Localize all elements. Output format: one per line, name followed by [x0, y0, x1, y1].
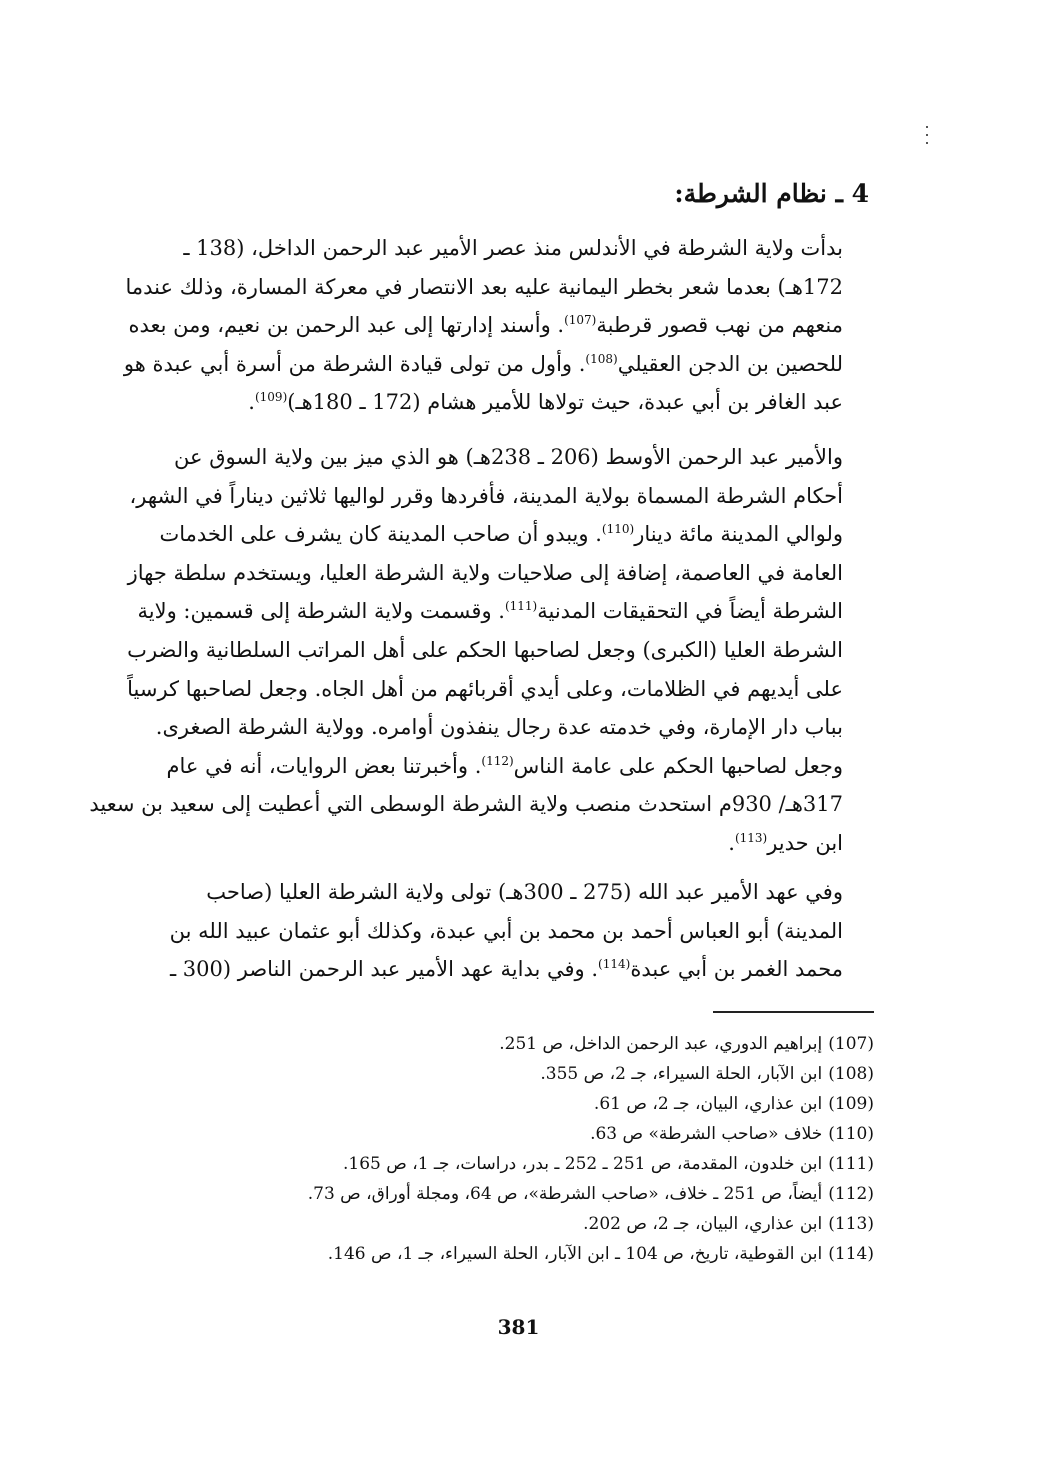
text-segment: . [728, 830, 735, 855]
page-number: 381 [497, 1315, 540, 1339]
footnote-ref[interactable]: (113) [734, 830, 768, 845]
footnote-number: (109) [828, 1094, 874, 1114]
section-heading: 4 ـ نظام الشرطة: [674, 179, 869, 208]
text-line [160, 824, 873, 863]
footnote-number: (112) [828, 1184, 874, 1204]
text-line [160, 747, 873, 786]
text-line: بدأت ولاية الشرطة في الأندلس منذ عصر الأمير عبد الرحمن الداخل، (138 ـ [183, 236, 843, 260]
footnote-item [174, 1089, 874, 1119]
paragraph-2 [89, 438, 873, 863]
text-line [160, 383, 873, 422]
footnote-number: (113) [828, 1214, 874, 1234]
text-segment: ابن حدير [767, 830, 843, 855]
margin-dot [926, 142, 928, 144]
text-segment: للحصين بن الدجن العقيلي [617, 351, 843, 376]
footnote-ref[interactable]: (109) [254, 390, 288, 405]
footnote-ref[interactable]: (107) [564, 313, 597, 328]
text-segment: . ويبدو أن صاحب المدينة كان يشرف على الخدمات [159, 522, 602, 547]
footnote-number: (107) [828, 1034, 874, 1054]
footnote-text: ابن خلدون، المقدمة، ص 251 ـ 252 ـ بدر، دراسات، جـ 1، ص 165. [342, 1154, 823, 1174]
footnote-item [174, 1119, 874, 1149]
text-segment: . وأول من تولى قيادة الشرطة من أسرة أبي عبدة هو [123, 351, 586, 376]
text-line: على أيديهم في الظلامات، وعلى أيدي أقربائهم من أهل الجاه. وجعل لصاحبها كرسياً [127, 676, 843, 701]
text-line: 172هـ) بعدما شعر بخطر اليمانية عليه بعد الانتصار في معركة المسارة، وذلك عندما [125, 274, 843, 299]
footnote-item [174, 1029, 874, 1059]
footnote-ref[interactable]: (110) [601, 522, 635, 537]
footnote-text: ابن عذاري، البيان، جـ 2، ص 202. [583, 1214, 823, 1234]
text-segment: . وقسمت ولاية الشرطة إلى قسمين: ولاية [137, 599, 505, 624]
text-line: أحكام الشرطة المسماة بولاية المدينة، فأفردها وقرر لواليها ثلاثين ديناراً في الشهر، [129, 483, 843, 508]
footnote-item [174, 1149, 874, 1179]
footnote-number: (114) [828, 1244, 874, 1264]
footnote-number: (111) [828, 1154, 874, 1174]
text-segment: وجعل لصاحبها الحكم على عامة الناس [513, 753, 843, 778]
text-line [128, 306, 873, 345]
footnote-item [174, 1239, 874, 1269]
footnote-ref[interactable]: (114) [598, 957, 631, 972]
margin-marks [922, 120, 936, 150]
footnote-separator [713, 1011, 874, 1013]
text-segment: . [248, 390, 255, 415]
footnote-text: أيضاً، ص 251 ـ خلاف، «صاحب الشرطة»، ص 64، ومجلة أوراق، ص 73. [307, 1184, 823, 1204]
text-segment: ولوالي المدينة مائة دينار [634, 522, 843, 547]
text-line: الشرطة العليا (الكبرى) وجعل لصاحبها الحكم على أهل المراتب السلطانية والضرب [127, 637, 843, 662]
footnotes-list [174, 1029, 874, 1269]
footnote-ref[interactable]: (112) [481, 753, 514, 768]
footnote-item [174, 1209, 874, 1239]
footnote-item [174, 1179, 874, 1209]
text-line: العامة في العاصمة، إضافة إلى صلاحيات ولاية الشرطة العليا، ويستخدم سلطة جهاز [127, 560, 843, 585]
margin-dot [926, 126, 928, 128]
text-line [137, 592, 873, 631]
text-segment: محمد الغمر بن أبي عبدة [630, 957, 843, 982]
text-line: المدينة) أبو العباس أحمد بن محمد بن أبي عبدة، وكذلك أبو عثمان عبيد الله بن [169, 918, 843, 943]
footnote-text: ابن عذاري، البيان، جـ 2، ص 61. [593, 1094, 823, 1114]
margin-dot [926, 134, 928, 136]
footnote-item [174, 1059, 874, 1089]
text-segment: . وفي بداية عهد الأمير عبد الرحمن الناصر (300 ـ [169, 957, 599, 982]
footnote-text: ابن الآبار، الحلة السيراء، جـ 2، ص 355. [540, 1064, 823, 1084]
footnote-ref[interactable]: (108) [585, 351, 618, 366]
text-segment: . وأسند إدارتها إلى عبد الرحمن بن نعيم، ومن بعده [128, 313, 565, 338]
paragraph-1 [123, 229, 873, 422]
text-line: 317هـ/ 930م استحدث منصب ولاية الشرطة الوسطى التي أعطيت إلى سعيد بن سعيد [89, 792, 843, 817]
text-line [123, 345, 873, 384]
footnote-text: إبراهيم الدوري، عبد الرحمن الداخل، ص 251. [499, 1034, 823, 1054]
text-segment: عبد الغافر بن أبي عبدة، حيث تولاها للأمير هشام (172 ـ 180هـ) [287, 390, 843, 415]
footnote-ref[interactable]: (111) [504, 599, 538, 614]
text-segment: الشرطة أيضاً في التحقيقات المدنية [537, 599, 843, 624]
text-segment: منعهم من نهب قصور قرطبة [596, 313, 843, 338]
text-line: وفي عهد الأمير عبد الله (275 ـ 300هـ) تولى ولاية الشرطة العليا (صاحب [206, 880, 843, 904]
text-line [160, 515, 873, 554]
text-line: والأمير عبد الرحمن الأوسط (206 ـ 238هـ) هو الذي ميز بين ولاية السوق عن [174, 445, 843, 469]
text-line: بباب دار الإمارة، وفي خدمته عدة رجال ينفذون أوامره. وولاية الشرطة الصغرى. [155, 715, 843, 740]
footnote-number: (108) [828, 1064, 874, 1084]
text-segment: . وأخبرتنا بعض الروايات، أنه في عام [166, 753, 482, 778]
text-line [160, 950, 873, 989]
footnote-text: خلاف «صاحب الشرطة» ص 63. [590, 1124, 823, 1144]
footnote-text: ابن القوطية، تاريخ، ص 104 ـ ابن الآبار، الحلة السيراء، جـ 1، ص 146. [327, 1244, 823, 1264]
footnote-number: (110) [828, 1124, 874, 1144]
paragraph-3 [160, 873, 873, 989]
